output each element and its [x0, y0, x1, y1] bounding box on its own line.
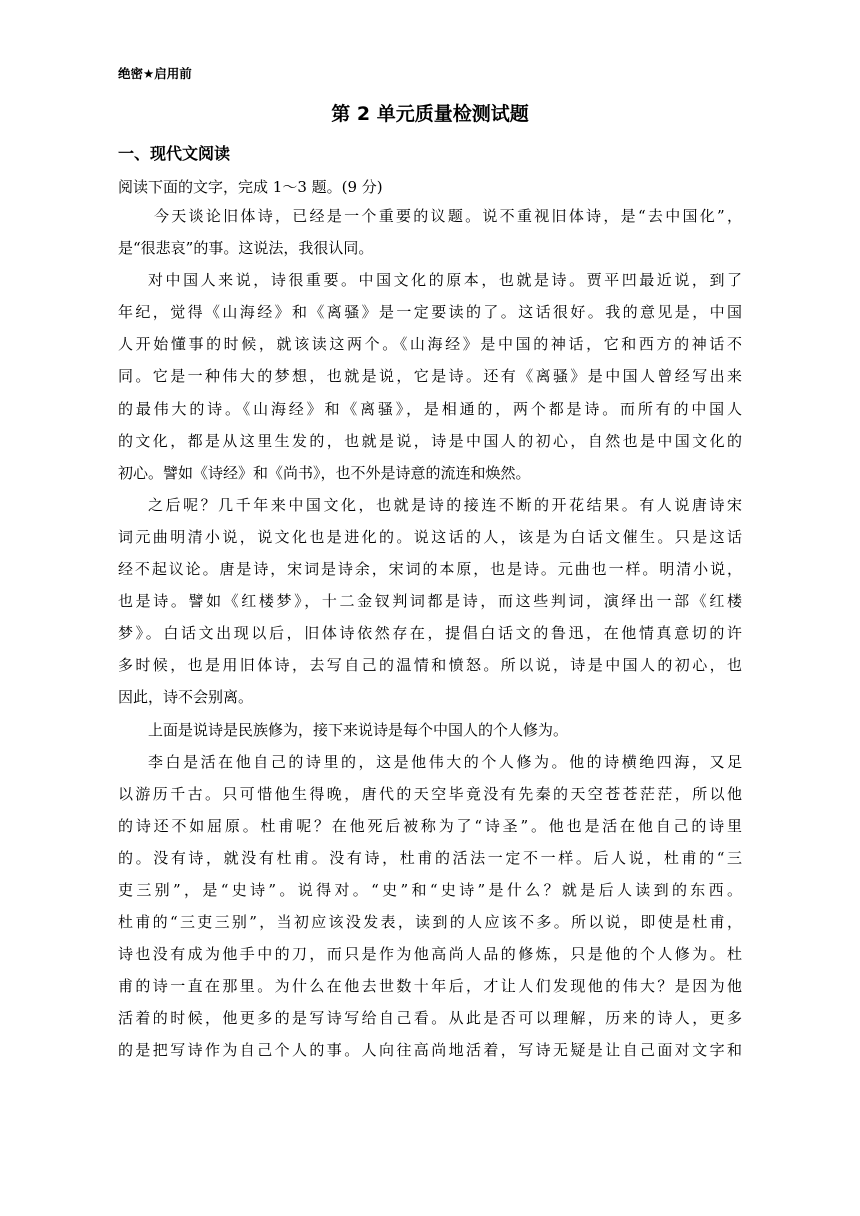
passage-line: 对中国人来说，诗很重要。中国文化的原本，也就是诗。贾平凹最近说，到了	[148, 271, 742, 290]
passage-line: 杜甫的“三吏三别”，当初应该没发表，读到的人应该不多。所以说，即使是杜甫，	[118, 913, 742, 932]
passage-line: 梦》。白话文出现以后，旧体诗依然存在，提倡白话文的鲁迅，在他情真意切的许	[118, 624, 742, 643]
passage-line: 李白是活在他自己的诗里的，这是他伟大的个人修为。他的诗横绝四海，又足	[148, 752, 742, 771]
secret-mark: 绝密★启用前	[118, 66, 192, 81]
passage-line: 甫的诗一直在那里。为什么在他去世数十年后，才让人们发现他的伟大？是因为他	[118, 977, 742, 996]
passage-line: 之后呢？几千年来中国文化，也就是诗的接连不断的开花结果。有人说唐诗宋	[148, 495, 742, 514]
reading-instruction: 阅读下面的文字，完成 1～3 题。(9 分)	[118, 178, 383, 196]
passage-line: 的最伟大的诗。《山海经》和《离骚》，是相通的，两个都是诗。而所有的中国人	[118, 399, 742, 418]
passage-line: 多时候，也是用旧体诗，去写自己的温情和愤怒。所以说，诗是中国人的初心，也	[118, 656, 742, 675]
passage-line: 上面是说诗是民族修为，接下来说诗是每个中国人的个人修为。	[148, 720, 569, 739]
passage-line: 的文化，都是从这里生发的，也就是说，诗是中国人的初心，自然也是中国文化的	[118, 431, 742, 450]
passage-line: 今天谈论旧体诗，已经是一个重要的议题。说不重视旧体诗，是“去中国化”，	[154, 207, 742, 225]
passage-line: 初心。譬如《诗经》和《尚书》，也不外是诗意的流连和焕然。	[118, 463, 531, 482]
passage-line: 的诗还不如屈原。杜甫呢？在他死后被称为了“诗圣”。他也是活在他自己的诗里	[118, 816, 742, 835]
passage-line: 以游历千古。只可惜他生得晚，唐代的天空毕竟没有先秦的天空苍苍茫茫，所以他	[118, 784, 742, 803]
passage-line: 是“很悲哀”的事。这说法，我很认同。	[118, 239, 374, 258]
passage-line: 吏三别”，是“史诗”。说得对。“史”和“史诗”是什么？就是后人读到的东西。	[118, 880, 742, 899]
passage-line: 诗也没有成为他手中的刀，而只是作为他高尚人品的修炼，只是他的个人修为。杜	[118, 945, 742, 964]
passage-line: 经不起议论。唐是诗，宋词是诗余，宋词的本原，也是诗。元曲也一样。明清小说，	[118, 560, 742, 579]
passage-line: 人开始懂事的时候，就该读这两个。《山海经》是中国的神话，它和西方的神话不	[118, 335, 742, 354]
passage-line: 的是把写诗作为自己个人的事。人向往高尚地活着，写诗无疑是让自己面对文字和	[118, 1041, 742, 1060]
passage	[118, 200, 742, 1067]
section-heading: 一、现代文阅读	[118, 144, 231, 163]
passage-line: 同。它是一种伟大的梦想，也就是说，它是诗。还有《离骚》是中国人曾经写出来	[118, 367, 742, 386]
passage-line: 也是诗。譬如《红楼梦》，十二金钗判词都是诗，而这些判词，演绎出一部《红楼	[118, 592, 742, 611]
passage-line: 活着的时候，他更多的是写诗写给自己看。从此是否可以理解，历来的诗人，更多	[118, 1009, 742, 1028]
page-title: 第 2 单元质量检测试题	[331, 103, 529, 125]
passage-line: 因此，诗不会别离。	[118, 688, 254, 707]
passage-line: 年纪，觉得《山海经》和《离骚》是一定要读的了。这话很好。我的意见是，中国	[118, 303, 742, 322]
passage-line: 的。没有诗，就没有杜甫。没有诗，杜甫的活法一定不一样。后人说，杜甫的“三	[118, 848, 742, 867]
passage-line: 词元曲明清小说，说文化也是进化的。说这话的人，该是为白话文催生。只是这话	[118, 527, 742, 546]
